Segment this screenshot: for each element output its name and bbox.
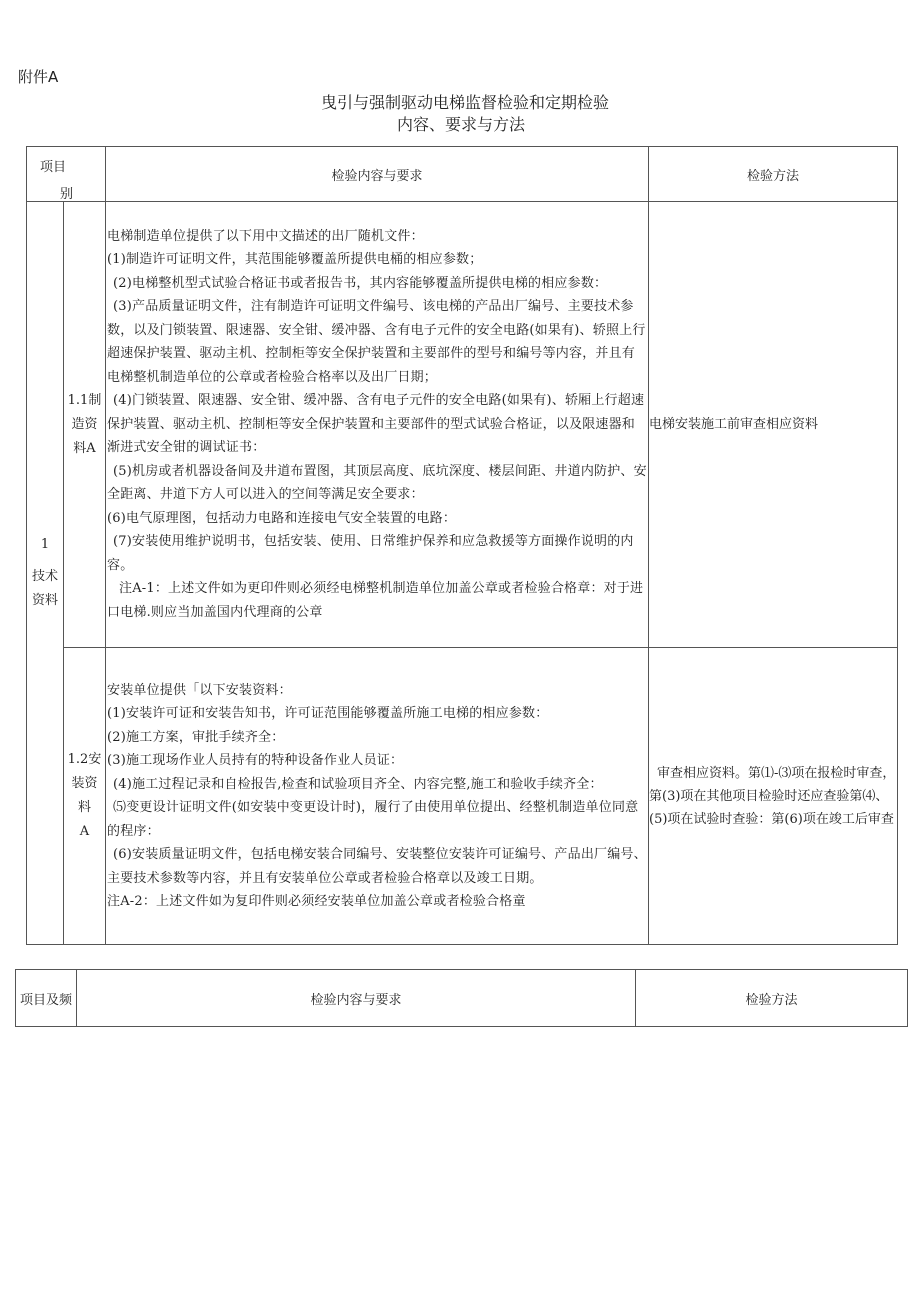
- content-line: 注A-1：上述文件如为更印件则必须经电梯整机制造单位加盖公章或者检验合格章：对于进口电梯.则应当加盖国内代理商的公章: [107, 581, 644, 620]
- group-number: 1: [40, 537, 50, 552]
- content-line: (6)电气原理图，包括动力电路和连接电气安全装置的电路：: [107, 510, 457, 526]
- item-line: 料A: [73, 440, 96, 456]
- group-name-line1: 技术: [31, 569, 58, 584]
- header-item-line2: 别: [60, 187, 74, 202]
- item-line: 装资: [71, 776, 98, 791]
- header-item-frequency: 项目及频: [16, 970, 77, 1027]
- header-content: 检验内容与要求: [77, 970, 636, 1027]
- content-line: 电梯制造单位提供了以下用中文描述的出厂随机文件：: [107, 228, 424, 244]
- content-line: 安装单位提供「以下安装资料：: [107, 682, 292, 698]
- header-item-line1: 项目: [40, 160, 67, 175]
- row-item-installation: [64, 648, 106, 945]
- row-content-installation: [106, 648, 649, 945]
- content-line: ⑸变更设计证明文件(如安装中变更设计时)，履行了由使用单位提出、经整机制造单位同意的程序：: [107, 800, 639, 839]
- row-method-installation: 审查相应资料。第⑴-⑶项在报检时审查，第(3)项在其他项目检验时还应查验第⑷、(5)项在试验时查验：第(6)项在竣工后审查: [649, 648, 898, 945]
- annex-label: 附件A: [18, 68, 59, 86]
- row-item-manufacturing: [64, 202, 106, 648]
- header-content: 检验内容与要求: [106, 147, 649, 202]
- item-line: 造资: [71, 416, 98, 432]
- inspection-table-continued: [15, 969, 908, 1027]
- row-content-manufacturing: [106, 202, 649, 648]
- document-subtitle: 内容、要求与方法: [396, 115, 525, 134]
- header-method: 检验方法: [636, 970, 908, 1027]
- group-name-line2: 资料: [31, 593, 58, 608]
- item-line: 料: [77, 800, 91, 815]
- content-line: (2)电梯整机型式试验合格证书或者报告书，其内容能够覆盖所提供电梯的相应参数：: [113, 275, 608, 291]
- header-item: [27, 147, 106, 202]
- item-line: A: [79, 824, 90, 839]
- content-line: (1)安装许可证和安装告知书，许可证范围能够覆盖所施工电梯的相应参数：: [107, 706, 549, 721]
- inspection-table: [26, 146, 898, 945]
- content-line: (4)门锁装置、限速器、安全钳、缓冲器、含有电子元件的安全电路(如果有)、轿厢上行超速保护装置、驱动主机、控制柜等安全保护装置和主要部件的型式试验合格证，以及限速器和渐进式安全钳的调试证书：: [107, 393, 645, 456]
- document-title: 曳引与强制驱动电梯监督检验和定期检验: [320, 93, 609, 112]
- content-line: (1)制造许可证明文件，其范围能够覆盖所提供电桶的相应参数；: [107, 252, 483, 268]
- group-cell: [27, 202, 64, 945]
- row-method-manufacturing: 电梯安装施工前审查相应资料: [649, 202, 898, 648]
- content-line: (3)产品质量证明文件，注有制造许可证明文件编号、该电梯的产品出厂编号、主要技术参数，以及门锁装置、限速器、安全钳、缓冲器、含有电子元件的安全电路(如果有)、轿照上行超速保护装置、驱动主机、控制柜等安全保护装置和主要部件的型号和编号等内容，并且有电梯整机制造单位的公章或者检验合格率以及出厂日期；: [107, 299, 646, 385]
- content-line: (6)安装质量证明文件，包括电梯安装合同编号、安装整位安装许可证编号、产品出厂编号、主要技术参数等内容，并且有安装单位公章或者检验合格章以及竣工日期。: [107, 847, 647, 886]
- content-line: (5)机房或者机器设备间及井道布置图，其顶层高度、底坑深度、楼层间距、井道内防护、安全距离、井道下方人可以进入的空间等满足安全要求：: [107, 463, 647, 503]
- content-line: (4)施工过程记录和自检报告,检查和试验项目齐全、内容完整,施工和验收手续齐全：: [113, 776, 603, 792]
- item-line: 1.1制: [67, 392, 102, 408]
- content-line: (3)施工现场作业人员持有的特种设备作业人员证：: [107, 753, 404, 768]
- content-line: (7)安装使用维护说明书，包括安装、使用、日常维护保养和应急救援等方面操作说明的内容。: [107, 534, 634, 573]
- content-line: 注A-2：上述文件如为复印件则必须经安装单位加盖公章或者检验合格童: [107, 894, 526, 909]
- item-line: 1.2安: [67, 752, 102, 767]
- content-line: (2)施工方案，审批手续齐全：: [107, 729, 285, 745]
- header-method: 检验方法: [649, 147, 898, 202]
